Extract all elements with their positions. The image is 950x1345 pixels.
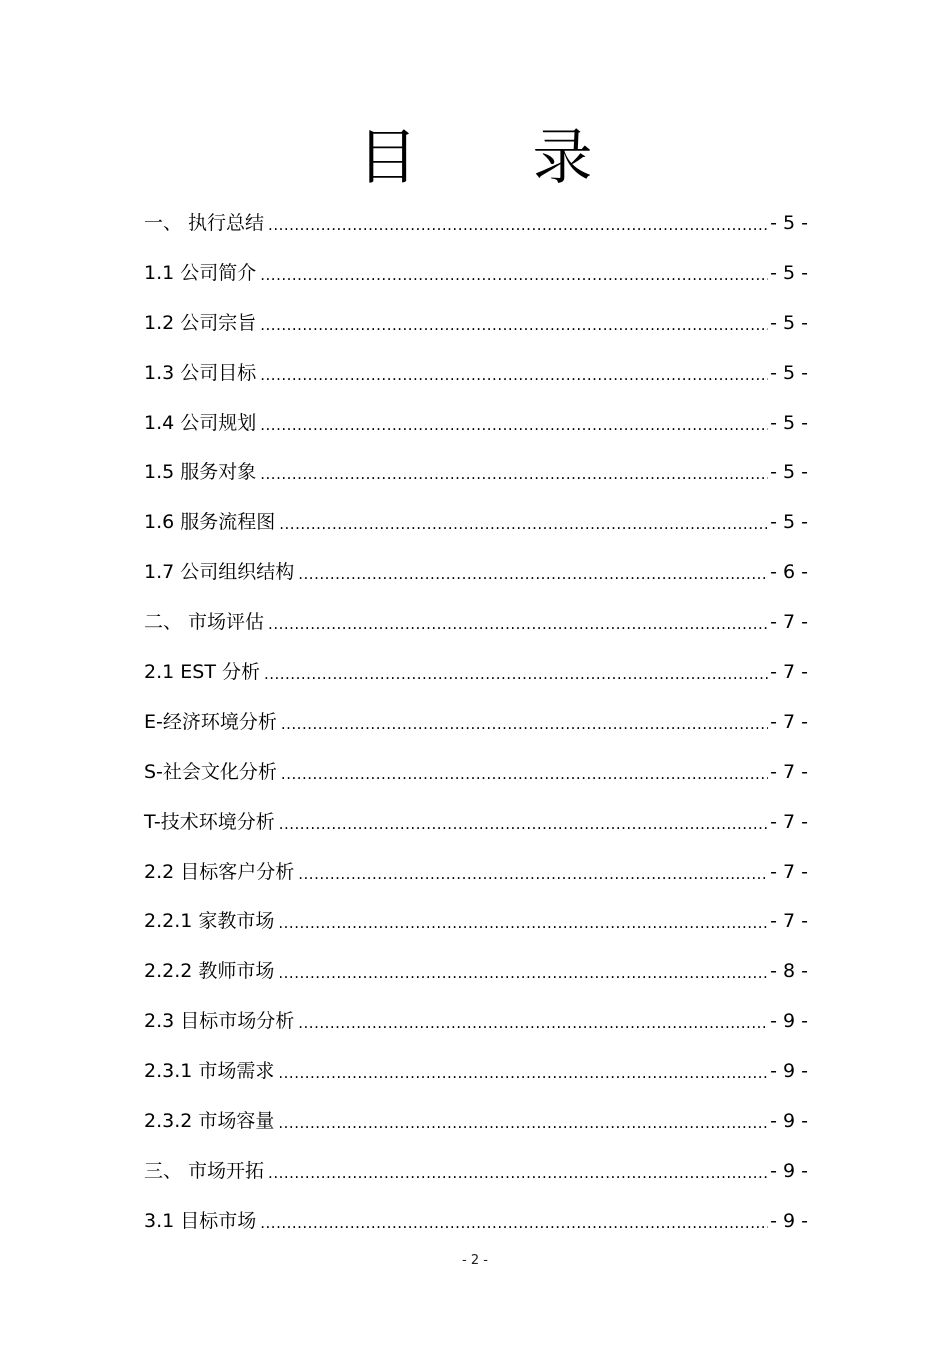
toc-dot-leader — [298, 1009, 768, 1033]
toc-dot-leader — [260, 311, 768, 335]
toc-dot-leader — [264, 660, 768, 684]
page-title: 目 录 — [357, 123, 641, 193]
toc-entry-page: - 9 - — [770, 1060, 808, 1083]
toc-entry-page: - 7 - — [770, 910, 808, 933]
toc-dot-leader — [298, 560, 768, 584]
toc-entry[interactable] — [144, 1096, 808, 1146]
toc-dot-leader — [278, 1109, 768, 1133]
toc-entry-label: 二、 市场评估 — [144, 611, 265, 634]
toc-dot-leader — [279, 510, 768, 534]
toc-entry-label: 2.2.2 教师市场 — [144, 960, 275, 983]
toc-entry-label: 3.1 目标市场 — [144, 1209, 257, 1232]
toc-entry-page: - 5 - — [770, 211, 808, 234]
toc-entry-label: 一、 执行总结 — [144, 211, 265, 234]
toc-entry-page: - 7 - — [770, 760, 808, 783]
toc-entry[interactable] — [144, 398, 808, 448]
toc-entry-label: 1.4 公司规划 — [144, 411, 257, 434]
toc-entry[interactable] — [144, 896, 808, 946]
toc-dot-leader — [260, 411, 768, 435]
toc-dot-leader — [279, 810, 768, 834]
toc-entry-label: 2.3.1 市场需求 — [144, 1060, 275, 1083]
toc-dot-leader — [278, 959, 768, 983]
toc-entry-page: - 9 - — [770, 1010, 808, 1033]
toc-entry-label: 1.7 公司组织结构 — [144, 561, 295, 584]
toc-entry-page: - 7 - — [770, 810, 808, 833]
toc-dot-leader — [260, 460, 768, 484]
toc-dot-leader — [260, 1209, 768, 1233]
toc-entry-page: - 7 - — [770, 611, 808, 634]
toc-dot-leader — [298, 860, 768, 884]
toc-entry[interactable] — [144, 847, 808, 897]
toc-entry[interactable] — [144, 1146, 808, 1196]
toc-entry-page: - 9 - — [770, 1159, 808, 1182]
toc-entry[interactable] — [144, 996, 808, 1046]
toc-entry-page: - 7 - — [770, 660, 808, 683]
toc-entry[interactable] — [144, 198, 808, 248]
toc-entry-label: 1.3 公司目标 — [144, 361, 257, 384]
toc-entry[interactable] — [144, 547, 808, 597]
toc-entry[interactable] — [144, 447, 808, 497]
toc-entry-label: S-社会文化分析 — [144, 760, 277, 783]
toc-entry-label: 2.2.1 家教市场 — [144, 910, 275, 933]
toc-entry[interactable] — [144, 497, 808, 547]
toc-entry-page: - 9 - — [770, 1209, 808, 1232]
toc-entry-page: - 5 - — [770, 361, 808, 384]
toc-dot-leader — [281, 760, 768, 784]
toc-entry-label: 1.5 服务对象 — [144, 461, 257, 484]
toc-entry-label: 2.2 目标客户分析 — [144, 860, 295, 883]
toc-entry-label: 三、 市场开拓 — [144, 1159, 265, 1182]
toc-entry-label: 1.6 服务流程图 — [144, 511, 276, 534]
toc-entry-label: 2.1 EST 分析 — [144, 660, 260, 683]
toc-entry[interactable] — [144, 348, 808, 398]
toc-entry-label: E-经济环境分析 — [144, 710, 277, 733]
toc-entry-page: - 5 - — [770, 411, 808, 434]
toc-entry-label: 2.3 目标市场分析 — [144, 1010, 295, 1033]
toc-entry-label: T-技术环境分析 — [144, 810, 275, 833]
toc-entry[interactable] — [144, 697, 808, 747]
toc-entry-page: - 9 - — [770, 1109, 808, 1132]
toc-entry-label: 1.1 公司简介 — [144, 261, 257, 284]
toc-entry[interactable] — [144, 298, 808, 348]
toc-dot-leader — [268, 211, 768, 235]
toc-entry[interactable] — [144, 797, 808, 847]
toc-entry[interactable] — [144, 1196, 808, 1246]
table-of-contents — [144, 198, 808, 1246]
toc-entry-page: - 5 - — [770, 311, 808, 334]
toc-entry-label: 1.2 公司宗旨 — [144, 311, 257, 334]
toc-entry[interactable] — [144, 647, 808, 697]
page-number: - 2 - — [462, 1253, 488, 1268]
toc-dot-leader — [278, 909, 768, 933]
toc-entry-page: - 5 - — [770, 261, 808, 284]
toc-entry-page: - 8 - — [770, 960, 808, 983]
toc-dot-leader — [281, 710, 768, 734]
toc-entry-page: - 5 - — [770, 461, 808, 484]
toc-entry[interactable] — [144, 248, 808, 298]
toc-entry-page: - 6 - — [770, 561, 808, 584]
toc-dot-leader — [260, 261, 768, 285]
toc-entry[interactable] — [144, 597, 808, 647]
toc-dot-leader — [268, 610, 768, 634]
toc-entry-page: - 7 - — [770, 860, 808, 883]
toc-dot-leader — [268, 1159, 768, 1183]
toc-entry[interactable] — [144, 946, 808, 996]
toc-entry-page: - 7 - — [770, 710, 808, 733]
toc-entry-page: - 5 - — [770, 511, 808, 534]
toc-dot-leader — [260, 361, 768, 385]
toc-entry-label: 2.3.2 市场容量 — [144, 1109, 275, 1132]
toc-dot-leader — [278, 1059, 768, 1083]
toc-entry[interactable] — [144, 1046, 808, 1096]
toc-entry[interactable] — [144, 747, 808, 797]
